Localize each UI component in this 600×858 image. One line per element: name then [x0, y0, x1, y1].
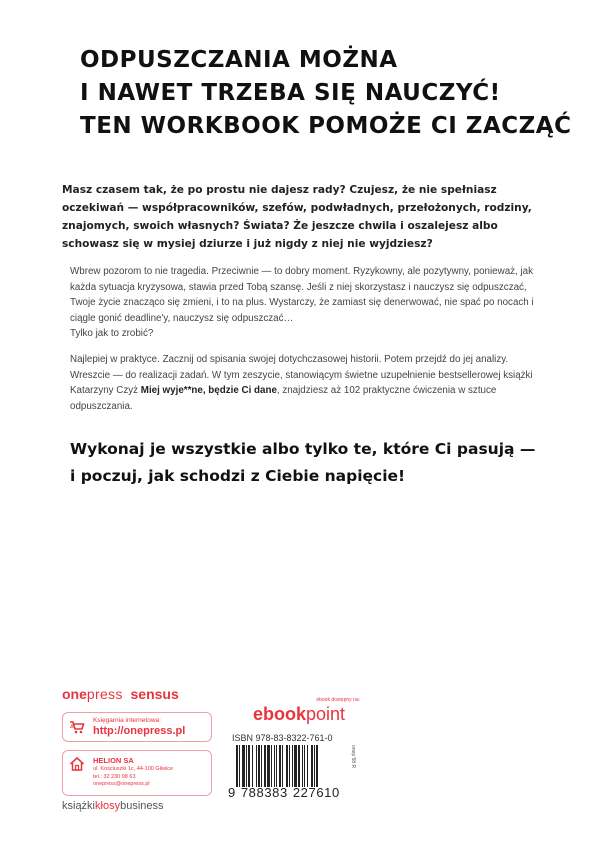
company-name: HELION SA [93, 756, 134, 765]
paragraph-text-before: Najlepiej w praktyce. Zacznij od spisania swojej dotychczasowej historii. Potem przejdź do jej analizy. Wreszcie — do realizacji zadań. W tym zeszycie, stanowiącym świetne uzupełnienie bestsellerowej książki Katarzyny Czyż [70, 354, 533, 396]
closing-statement [70, 436, 560, 490]
ebookpoint-logo [253, 704, 345, 725]
book-title: Miej wyje**ne, będzie Ci dane [140, 385, 277, 396]
barcode [236, 745, 346, 787]
headline-line: ODPUSZCZANIA MOŻNA [80, 47, 398, 73]
series-part-ksiazki: książki [62, 800, 96, 812]
barcode-bar [314, 745, 315, 787]
company-address: ul. Kościuszki 1c, 44-100 Gliwice [93, 766, 174, 772]
barcode-bar [246, 745, 247, 787]
barcode-bar [292, 745, 293, 787]
paragraph-text-after: , znajdziesz aż 102 praktyczne ćwiczenia w sztuce odpuszczania. [70, 385, 497, 412]
barcode-bar [304, 745, 305, 787]
closing-line: Wykonaj je wszystkie albo tylko te, które Ci pasują — [70, 440, 536, 458]
publisher-logos [62, 686, 179, 702]
barcode-bar [316, 745, 318, 787]
barcode-digits [228, 785, 340, 800]
barcode-bar [274, 745, 275, 787]
barcode-bar [252, 745, 253, 787]
barcode-bar [276, 745, 277, 787]
barcode-bar [248, 745, 250, 787]
company-phone: tel.: 32 230 98 63 [93, 773, 136, 780]
barcode-bar [236, 745, 238, 787]
shop-url-link[interactable]: http://onepress.pl [93, 725, 186, 737]
headline-line: TEN WORKBOOK POMOŻE CI ZACZĄĆ [80, 113, 572, 139]
barcode-bar [239, 745, 240, 787]
barcode-lead-digit: 9 [228, 785, 236, 800]
barcode-bar [258, 745, 260, 787]
ebookpoint-logo-light: point [306, 704, 346, 724]
series-logo [62, 800, 164, 812]
onepress-logo-press: press [86, 686, 123, 702]
barcode-bar [279, 745, 281, 787]
barcode-bar [242, 745, 245, 787]
barcode-bar [264, 745, 266, 787]
barcode-bar [311, 745, 313, 787]
series-part-klosy: kłosy [95, 800, 121, 812]
body-paragraph-1 [70, 264, 550, 342]
ebookpoint-logo-bold: ebook [253, 704, 307, 724]
barcode-bar [307, 745, 308, 787]
barcode-bar [286, 745, 288, 787]
barcode-bar [298, 745, 300, 787]
publisher-address-box [62, 750, 212, 796]
barcode-digits-group-1: 788383 [240, 785, 288, 800]
series-part-business: business [120, 800, 164, 812]
barcode-bar [256, 745, 257, 787]
online-shop-box [62, 712, 212, 742]
headline-line: I NAWET TRZEBA SIĘ NAUCZYĆ! [80, 80, 501, 106]
barcode-bar [261, 745, 262, 787]
catalog-code: onep 58 R [350, 745, 356, 769]
barcode-bar [271, 745, 272, 787]
paragraph-question: Tylko jak to zrobić? [70, 328, 154, 339]
barcode-bar [289, 745, 290, 787]
ebook-available-label: ebook dostępny na: [316, 697, 360, 703]
company-email[interactable]: onepress@onepress.pl [93, 781, 150, 787]
sensus-logo: sensus [130, 686, 179, 702]
isbn-label: ISBN 978-83-8322-761-0 [232, 733, 333, 743]
cover-headline [80, 44, 572, 143]
barcode-bar [282, 745, 283, 787]
barcode-bar [302, 745, 303, 787]
shopping-cart-icon [69, 719, 85, 735]
onepress-logo-one: one [62, 686, 87, 702]
barcode-bar [294, 745, 297, 787]
closing-line: i poczuj, jak schodzi z Ciebie napięcie! [70, 467, 406, 485]
house-icon [69, 756, 85, 772]
barcode-bar [267, 745, 270, 787]
body-paragraph-2 [70, 352, 550, 414]
shop-label: Księgarnia internetowa: [93, 717, 161, 724]
barcode-digits-group-2: 227610 [292, 785, 340, 800]
paragraph-text: Wbrew pozorom to nie tragedia. Przeciwnie — to dobry moment. Ryzykowny, ale pozytywny, ponieważ, jak każda sytuacja kryzysowa, stawia przed Tobą szansę. Jeśli z niej skorzystasz i nauczysz się odpuszczać, Twoje życie znacząco się zmieni, i to na plus. Wystarczy, że zamiast się denerwować, nie spać po nocach i ciągle gonić deadline'y, nauczysz się odpuszczać… [70, 266, 534, 324]
lead-paragraph: Masz czasem tak, że po prostu nie dajesz rady? Czujesz, że nie spełniasz oczekiwań — współpracowników, szefów, podwładnych, przełożonych, rodziny, znajomych, swoich własnych? Świata? Że jeszcze chwila i oszalejesz albo schowasz się w mysiej dziurze i już nigdy z niej nie wyjdziesz? [62, 184, 532, 250]
